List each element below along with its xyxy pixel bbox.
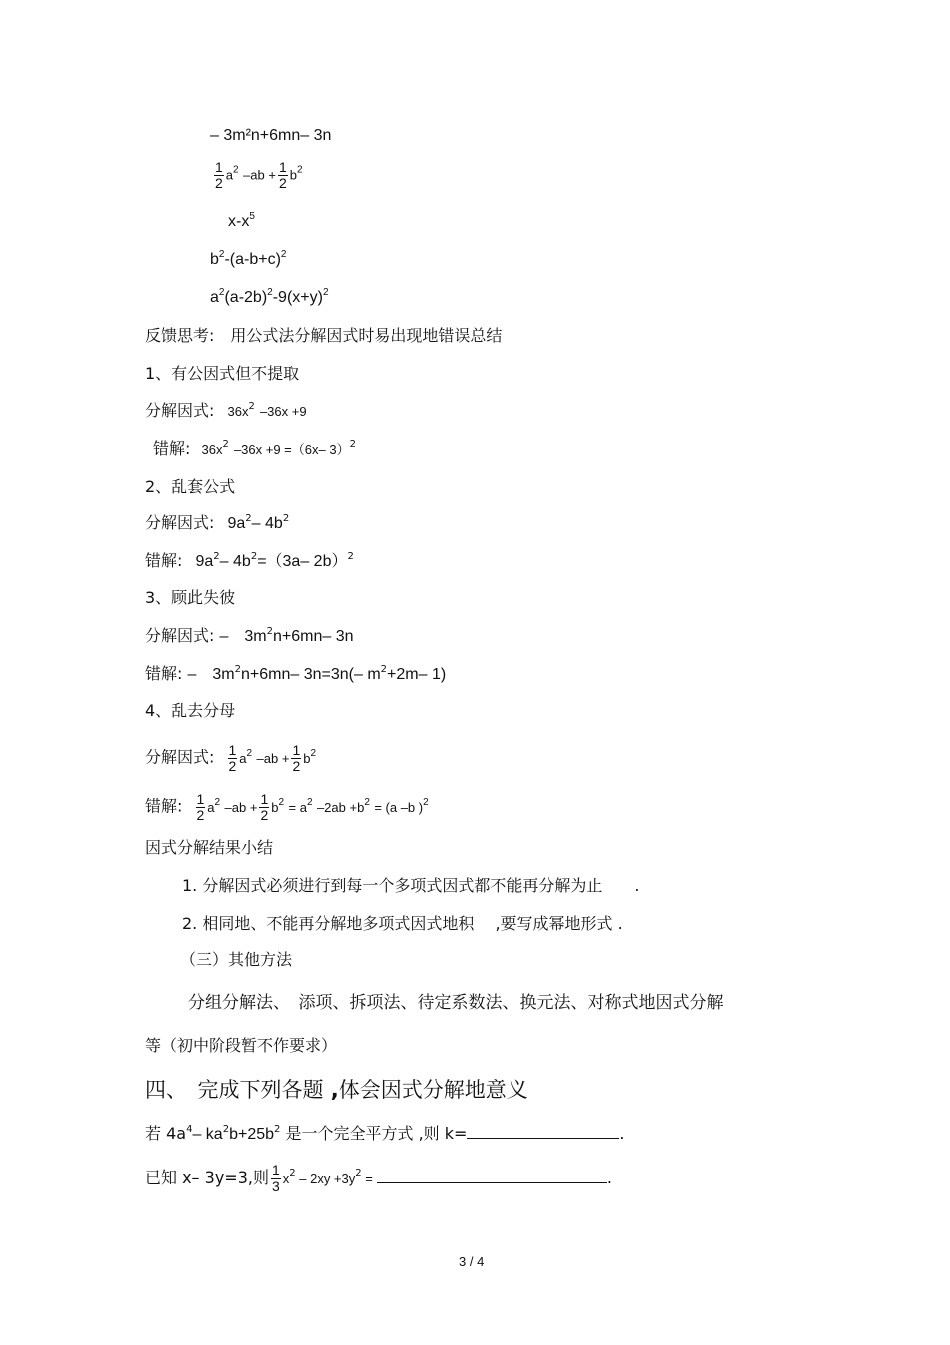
mistake-3-wrong [145,664,446,685]
exp: 2 [218,249,225,260]
term: = a [288,799,307,815]
label: 错解: [145,551,183,570]
summary-item-2: 2. 相同地、不能再分解地多项式因式地积 ,要写成幂地形式 . [182,914,623,933]
question-1 [145,1124,625,1145]
mistake-4-heading: 4、乱去分母 [145,701,236,720]
label: 错解: [145,796,183,816]
exp: 2 [310,747,317,759]
mistake-1-heading: 1、有公因式但不提取 [145,364,300,383]
term: n+6mn– 3n [273,628,354,645]
term: +2m– 1) [387,666,447,683]
other-methods-line1: 分组分解法、 添项、拆项法、待定系数法、换元法、对称式地因式分解 [188,993,724,1013]
exp: 2 [218,287,225,298]
exercise-5 [210,288,329,308]
term: x [282,1171,290,1186]
mistake-1-problem [145,401,307,422]
exp: 5 [249,211,255,222]
frac-den: 2 [278,175,287,191]
exp: 2 [234,664,242,675]
frac-num: 1 [292,742,301,758]
term: 是一个完全平方式 ,则 k= [280,1124,468,1143]
mistake-2-heading: 2、乱套公式 [145,477,236,496]
frac-den: 2 [292,758,301,774]
other-methods-line2: 等（初中阶段暂不作要求） [145,1036,338,1055]
title-comma: , [323,1078,339,1102]
term: – 3m [187,666,235,683]
exp: 2 [282,513,290,524]
exercise-2 [212,160,303,191]
exp: 2 [306,796,313,808]
term: b [303,750,311,766]
exp: 2 [355,1168,362,1179]
frac-den: 2 [215,175,223,191]
exp: 2 [248,401,255,412]
term: b [289,167,297,183]
exp: 2 [266,626,274,637]
exercise-4 [210,250,286,270]
fraction-half [259,792,269,823]
exp: 2 [250,551,258,562]
exp: 2 [222,1124,230,1135]
exercise-1 [210,126,331,146]
mistake-1-wrong [153,439,356,460]
answer-blank-k[interactable] [467,1137,619,1139]
term: –ab + [224,799,258,815]
label: 分解因式: [145,747,215,767]
term: = [361,1171,373,1186]
summary-title: 因式分解结果小结 [145,838,274,857]
label: 错解: [153,439,191,458]
title-prefix: 四、 完成下列各题 [145,1078,324,1102]
mistake-4-problem [145,743,316,774]
other-methods-title: （三）其他方法 [180,950,293,969]
term: . [619,1124,625,1143]
term: n+6mn– 3n=3n(– m [241,666,381,683]
exp: 2 [267,287,273,298]
term: – 4b [219,553,251,570]
exp: 2 [246,747,253,759]
exp: 2 [278,796,285,808]
term: 36x [201,442,223,457]
label: 分解因式: [145,401,215,420]
term: a [207,799,215,815]
exp: 2 [364,796,370,808]
term: –2ab +b [316,799,365,815]
label: 分解因式: [145,626,215,645]
term: 9a [195,553,214,570]
frac-den: 2 [260,807,269,823]
term: –ab + [256,750,290,766]
fraction-half [278,160,288,191]
term: -(a-b+c) [224,251,281,268]
term: 已知 x– 3y=3,则 [145,1168,269,1187]
feedback-title: 反馈思考: 用公式法分解因式时易出现地错误总结 [145,326,503,345]
fraction-half [228,743,238,774]
mistake-2-wrong [145,551,354,572]
term: a [239,750,247,766]
section-4-title [145,1077,528,1103]
term: x-x [228,213,250,230]
page-number: 3 / 4 [459,1254,485,1269]
term: . [606,1168,612,1187]
label: 错解: [145,664,183,683]
title-suffix: 体会因式分解地意义 [338,1078,528,1102]
frac-num: 1 [260,791,269,807]
fraction-half [291,743,301,774]
exp: 2 [380,664,388,675]
mistake-3-problem [145,626,354,647]
exp: 2 [296,164,303,176]
exp: 2 [423,796,429,808]
term: -9(x+y) [272,289,323,306]
term: – 4b [251,515,283,532]
term: –ab + [243,167,276,183]
exp: 2 [214,796,221,808]
exercise-1-text: – 3m²n+6mn– 3n [210,127,332,144]
term: – 2xy +3y [295,1171,356,1186]
mistake-2-problem [145,513,289,534]
question-2 [145,1163,612,1194]
mistake-3-heading: 3、顾此失彼 [145,588,236,607]
exp: 2 [322,287,329,298]
exp: 2 [347,551,354,562]
exp: 2 [349,439,356,450]
frac-den: 2 [196,807,205,823]
exp: 2 [222,439,229,450]
exercise-3 [228,212,255,232]
term: –36x +9 =（6x– 3） [233,442,350,457]
frac-num: 1 [271,1162,280,1178]
exp: 2 [280,249,287,260]
exp: 2 [289,1168,296,1179]
term: a [225,167,234,183]
term: –36x +9 [259,404,307,419]
fraction-third [271,1163,281,1194]
term: =（3a– 2b） [257,553,348,570]
term: – ka [192,1126,223,1143]
term: 36x [227,404,249,419]
answer-blank-expr[interactable] [377,1181,607,1183]
frac-num: 1 [278,159,287,175]
frac-num: 1 [228,742,237,758]
exp: 2 [274,1124,281,1135]
term: (a-2b) [224,289,268,306]
fraction-half [214,160,224,191]
term: – 3m [219,628,267,645]
summary-item-1: 1. 分解因式必须进行到每一个多项式因式都不能再分解为止 . [182,876,640,895]
frac-den: 2 [228,758,237,774]
exp: 2 [233,164,239,176]
term: a [210,289,219,306]
term: b+25b [229,1126,275,1143]
label: 分解因式: [145,513,215,532]
term: = (a –b ) [374,799,424,815]
exp: 2 [213,551,220,562]
exp: 2 [245,513,252,524]
fraction-half [196,792,206,823]
frac-num: 1 [215,159,223,175]
term: 若 4a [145,1124,187,1143]
mistake-4-wrong [145,792,429,823]
term: 9a [227,515,246,532]
term: b [271,799,279,815]
exp: 4 [186,1124,193,1135]
frac-num: 1 [196,791,205,807]
term: b [210,251,219,268]
frac-den: 3 [271,1178,280,1194]
